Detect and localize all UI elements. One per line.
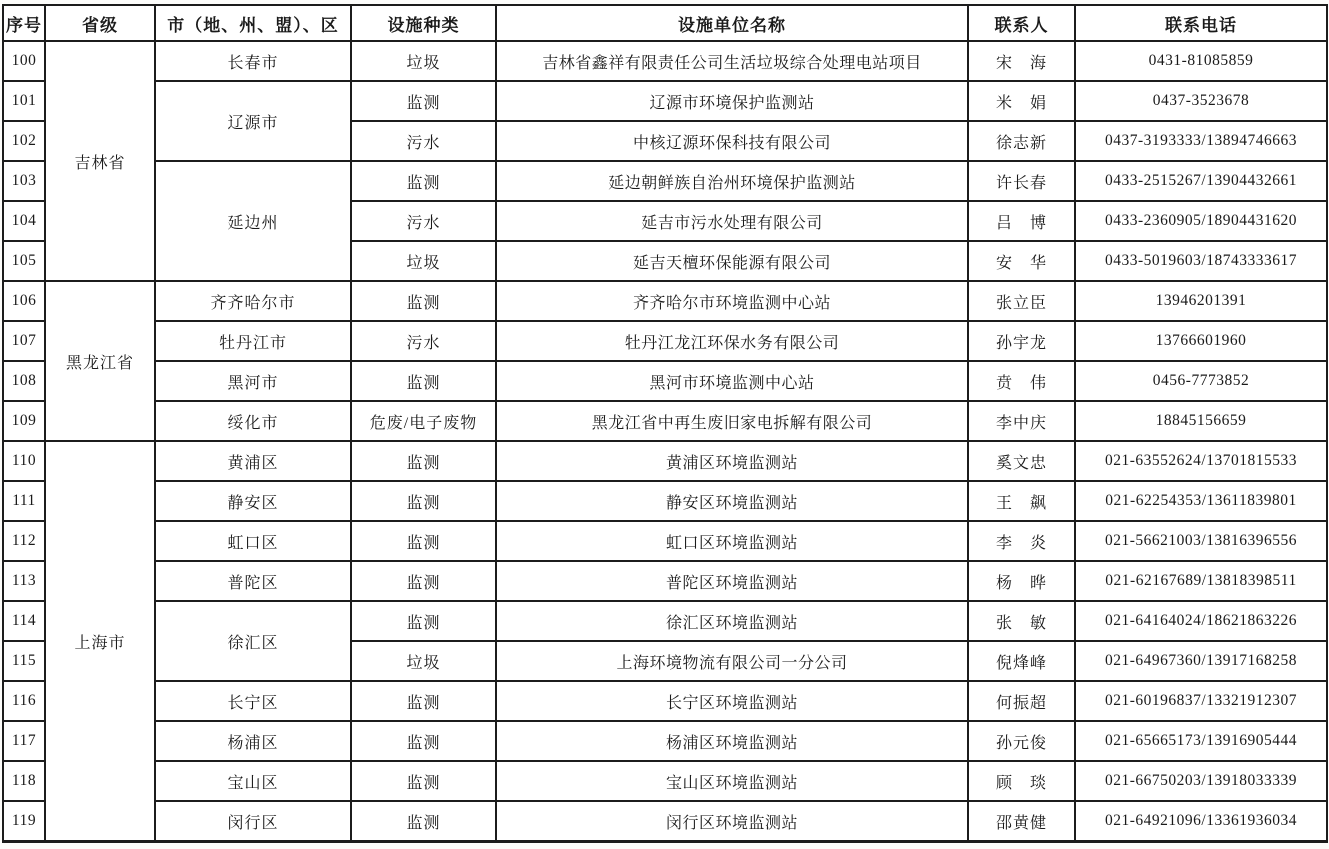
phone-cell: 021-60196837/13321912307 bbox=[1075, 681, 1327, 721]
type-cell: 监测 bbox=[351, 601, 496, 641]
city-cell: 延边州 bbox=[155, 161, 351, 281]
phone-cell: 021-62254353/13611839801 bbox=[1075, 481, 1327, 521]
phone-cell: 0456-7773852 bbox=[1075, 361, 1327, 401]
type-cell: 污水 bbox=[351, 321, 496, 361]
contact-cell: 贲 伟 bbox=[968, 361, 1075, 401]
phone-cell: 021-62167689/13818398511 bbox=[1075, 561, 1327, 601]
serial-cell: 119 bbox=[3, 801, 45, 842]
city-cell: 黑河市 bbox=[155, 361, 351, 401]
contact-cell: 王 飙 bbox=[968, 481, 1075, 521]
type-cell: 监测 bbox=[351, 561, 496, 601]
city-cell: 闵行区 bbox=[155, 801, 351, 842]
facility-cell: 黑河市环境监测中心站 bbox=[496, 361, 968, 401]
city-cell: 宝山区 bbox=[155, 761, 351, 801]
type-cell: 监测 bbox=[351, 481, 496, 521]
serial-cell: 111 bbox=[3, 481, 45, 521]
phone-cell: 0437-3523678 bbox=[1075, 81, 1327, 121]
contact-cell: 倪烽峰 bbox=[968, 641, 1075, 681]
type-cell: 垃圾 bbox=[351, 641, 496, 681]
table-row bbox=[3, 441, 1327, 481]
facility-cell: 齐齐哈尔市环境监测中心站 bbox=[496, 281, 968, 321]
facility-cell: 延吉市污水处理有限公司 bbox=[496, 201, 968, 241]
table-row bbox=[3, 521, 1327, 561]
facility-cell: 延吉天檀环保能源有限公司 bbox=[496, 241, 968, 281]
table-row bbox=[3, 561, 1327, 601]
serial-cell: 103 bbox=[3, 161, 45, 201]
serial-cell: 104 bbox=[3, 201, 45, 241]
column-header-type: 设施种类 bbox=[351, 5, 496, 41]
phone-cell: 021-64164024/18621863226 bbox=[1075, 601, 1327, 641]
facility-cell: 黑龙江省中再生废旧家电拆解有限公司 bbox=[496, 401, 968, 441]
type-cell: 监测 bbox=[351, 81, 496, 121]
contact-cell: 奚文忠 bbox=[968, 441, 1075, 481]
column-header-serial: 序号 bbox=[3, 5, 45, 41]
type-cell: 监测 bbox=[351, 521, 496, 561]
contact-cell: 李中庆 bbox=[968, 401, 1075, 441]
facilities-table bbox=[2, 4, 1328, 843]
contact-cell: 李 炎 bbox=[968, 521, 1075, 561]
province-cell: 吉林省 bbox=[45, 41, 155, 281]
serial-cell: 113 bbox=[3, 561, 45, 601]
facilities-table-body bbox=[3, 41, 1327, 842]
serial-cell: 116 bbox=[3, 681, 45, 721]
city-cell: 牡丹江市 bbox=[155, 321, 351, 361]
phone-cell: 0433-2360905/18904431620 bbox=[1075, 201, 1327, 241]
facility-cell: 闵行区环境监测站 bbox=[496, 801, 968, 842]
contact-cell: 张立臣 bbox=[968, 281, 1075, 321]
contact-cell: 杨 晔 bbox=[968, 561, 1075, 601]
table-row bbox=[3, 681, 1327, 721]
type-cell: 污水 bbox=[351, 201, 496, 241]
city-cell: 虹口区 bbox=[155, 521, 351, 561]
serial-cell: 102 bbox=[3, 121, 45, 161]
type-cell: 监测 bbox=[351, 801, 496, 842]
table-row bbox=[3, 401, 1327, 441]
province-cell: 上海市 bbox=[45, 441, 155, 842]
facility-cell: 牡丹江龙江环保水务有限公司 bbox=[496, 321, 968, 361]
facility-cell: 辽源市环境保护监测站 bbox=[496, 81, 968, 121]
province-cell: 黑龙江省 bbox=[45, 281, 155, 441]
table-row bbox=[3, 281, 1327, 321]
column-header-province: 省级 bbox=[45, 5, 155, 41]
contact-cell: 孙宇龙 bbox=[968, 321, 1075, 361]
table-row bbox=[3, 601, 1327, 641]
phone-cell: 021-65665173/13916905444 bbox=[1075, 721, 1327, 761]
city-cell: 齐齐哈尔市 bbox=[155, 281, 351, 321]
serial-cell: 106 bbox=[3, 281, 45, 321]
serial-cell: 114 bbox=[3, 601, 45, 641]
city-cell: 静安区 bbox=[155, 481, 351, 521]
city-cell: 绥化市 bbox=[155, 401, 351, 441]
phone-cell: 0437-3193333/13894746663 bbox=[1075, 121, 1327, 161]
city-cell: 徐汇区 bbox=[155, 601, 351, 681]
column-header-facility: 设施单位名称 bbox=[496, 5, 968, 41]
city-cell: 黄浦区 bbox=[155, 441, 351, 481]
type-cell: 监测 bbox=[351, 441, 496, 481]
contact-cell: 许长春 bbox=[968, 161, 1075, 201]
column-header-city: 市（地、州、盟）、区 bbox=[155, 5, 351, 41]
type-cell: 监测 bbox=[351, 361, 496, 401]
contact-cell: 顾 琰 bbox=[968, 761, 1075, 801]
table-row bbox=[3, 321, 1327, 361]
phone-cell: 021-56621003/13816396556 bbox=[1075, 521, 1327, 561]
facility-cell: 静安区环境监测站 bbox=[496, 481, 968, 521]
facility-cell: 黄浦区环境监测站 bbox=[496, 441, 968, 481]
table-row bbox=[3, 161, 1327, 201]
serial-cell: 105 bbox=[3, 241, 45, 281]
column-header-phone: 联系电话 bbox=[1075, 5, 1327, 41]
facility-cell: 杨浦区环境监测站 bbox=[496, 721, 968, 761]
phone-cell: 021-63552624/13701815533 bbox=[1075, 441, 1327, 481]
contact-cell: 徐志新 bbox=[968, 121, 1075, 161]
table-row bbox=[3, 81, 1327, 121]
phone-cell: 0433-5019603/18743333617 bbox=[1075, 241, 1327, 281]
facility-cell: 宝山区环境监测站 bbox=[496, 761, 968, 801]
header-row bbox=[3, 5, 1327, 41]
facility-cell: 上海环境物流有限公司一分公司 bbox=[496, 641, 968, 681]
serial-cell: 110 bbox=[3, 441, 45, 481]
contact-cell: 孙元俊 bbox=[968, 721, 1075, 761]
table-row bbox=[3, 801, 1327, 842]
serial-cell: 118 bbox=[3, 761, 45, 801]
phone-cell: 18845156659 bbox=[1075, 401, 1327, 441]
contact-cell: 吕 博 bbox=[968, 201, 1075, 241]
city-cell: 长宁区 bbox=[155, 681, 351, 721]
city-cell: 辽源市 bbox=[155, 81, 351, 161]
serial-cell: 109 bbox=[3, 401, 45, 441]
table-row bbox=[3, 721, 1327, 761]
facility-cell: 虹口区环境监测站 bbox=[496, 521, 968, 561]
contact-cell: 张 敏 bbox=[968, 601, 1075, 641]
phone-cell: 0433-2515267/13904432661 bbox=[1075, 161, 1327, 201]
type-cell: 垃圾 bbox=[351, 41, 496, 81]
city-cell: 杨浦区 bbox=[155, 721, 351, 761]
facility-cell: 中核辽源环保科技有限公司 bbox=[496, 121, 968, 161]
phone-cell: 13946201391 bbox=[1075, 281, 1327, 321]
table-header bbox=[3, 5, 1327, 41]
type-cell: 监测 bbox=[351, 681, 496, 721]
phone-cell: 021-64967360/13917168258 bbox=[1075, 641, 1327, 681]
serial-cell: 101 bbox=[3, 81, 45, 121]
type-cell: 监测 bbox=[351, 281, 496, 321]
phone-cell: 021-66750203/13918033339 bbox=[1075, 761, 1327, 801]
contact-cell: 安 华 bbox=[968, 241, 1075, 281]
serial-cell: 108 bbox=[3, 361, 45, 401]
table-row bbox=[3, 41, 1327, 81]
facility-cell: 吉林省鑫祥有限责任公司生活垃圾综合处理电站项目 bbox=[496, 41, 968, 81]
serial-cell: 115 bbox=[3, 641, 45, 681]
type-cell: 监测 bbox=[351, 761, 496, 801]
phone-cell: 021-64921096/13361936034 bbox=[1075, 801, 1327, 842]
type-cell: 污水 bbox=[351, 121, 496, 161]
type-cell: 监测 bbox=[351, 721, 496, 761]
type-cell: 垃圾 bbox=[351, 241, 496, 281]
table-row bbox=[3, 361, 1327, 401]
type-cell: 危废/电子废物 bbox=[351, 401, 496, 441]
table-row bbox=[3, 761, 1327, 801]
facility-cell: 长宁区环境监测站 bbox=[496, 681, 968, 721]
serial-cell: 112 bbox=[3, 521, 45, 561]
contact-cell: 米 娟 bbox=[968, 81, 1075, 121]
phone-cell: 13766601960 bbox=[1075, 321, 1327, 361]
type-cell: 监测 bbox=[351, 161, 496, 201]
contact-cell: 何振超 bbox=[968, 681, 1075, 721]
table-row bbox=[3, 481, 1327, 521]
serial-cell: 107 bbox=[3, 321, 45, 361]
serial-cell: 100 bbox=[3, 41, 45, 81]
facility-cell: 普陀区环境监测站 bbox=[496, 561, 968, 601]
serial-cell: 117 bbox=[3, 721, 45, 761]
facility-cell: 延边朝鲜族自治州环境保护监测站 bbox=[496, 161, 968, 201]
contact-cell: 宋 海 bbox=[968, 41, 1075, 81]
city-cell: 普陀区 bbox=[155, 561, 351, 601]
contact-cell: 邵黄健 bbox=[968, 801, 1075, 842]
column-header-contact: 联系人 bbox=[968, 5, 1075, 41]
facility-cell: 徐汇区环境监测站 bbox=[496, 601, 968, 641]
phone-cell: 0431-81085859 bbox=[1075, 41, 1327, 81]
city-cell: 长春市 bbox=[155, 41, 351, 81]
